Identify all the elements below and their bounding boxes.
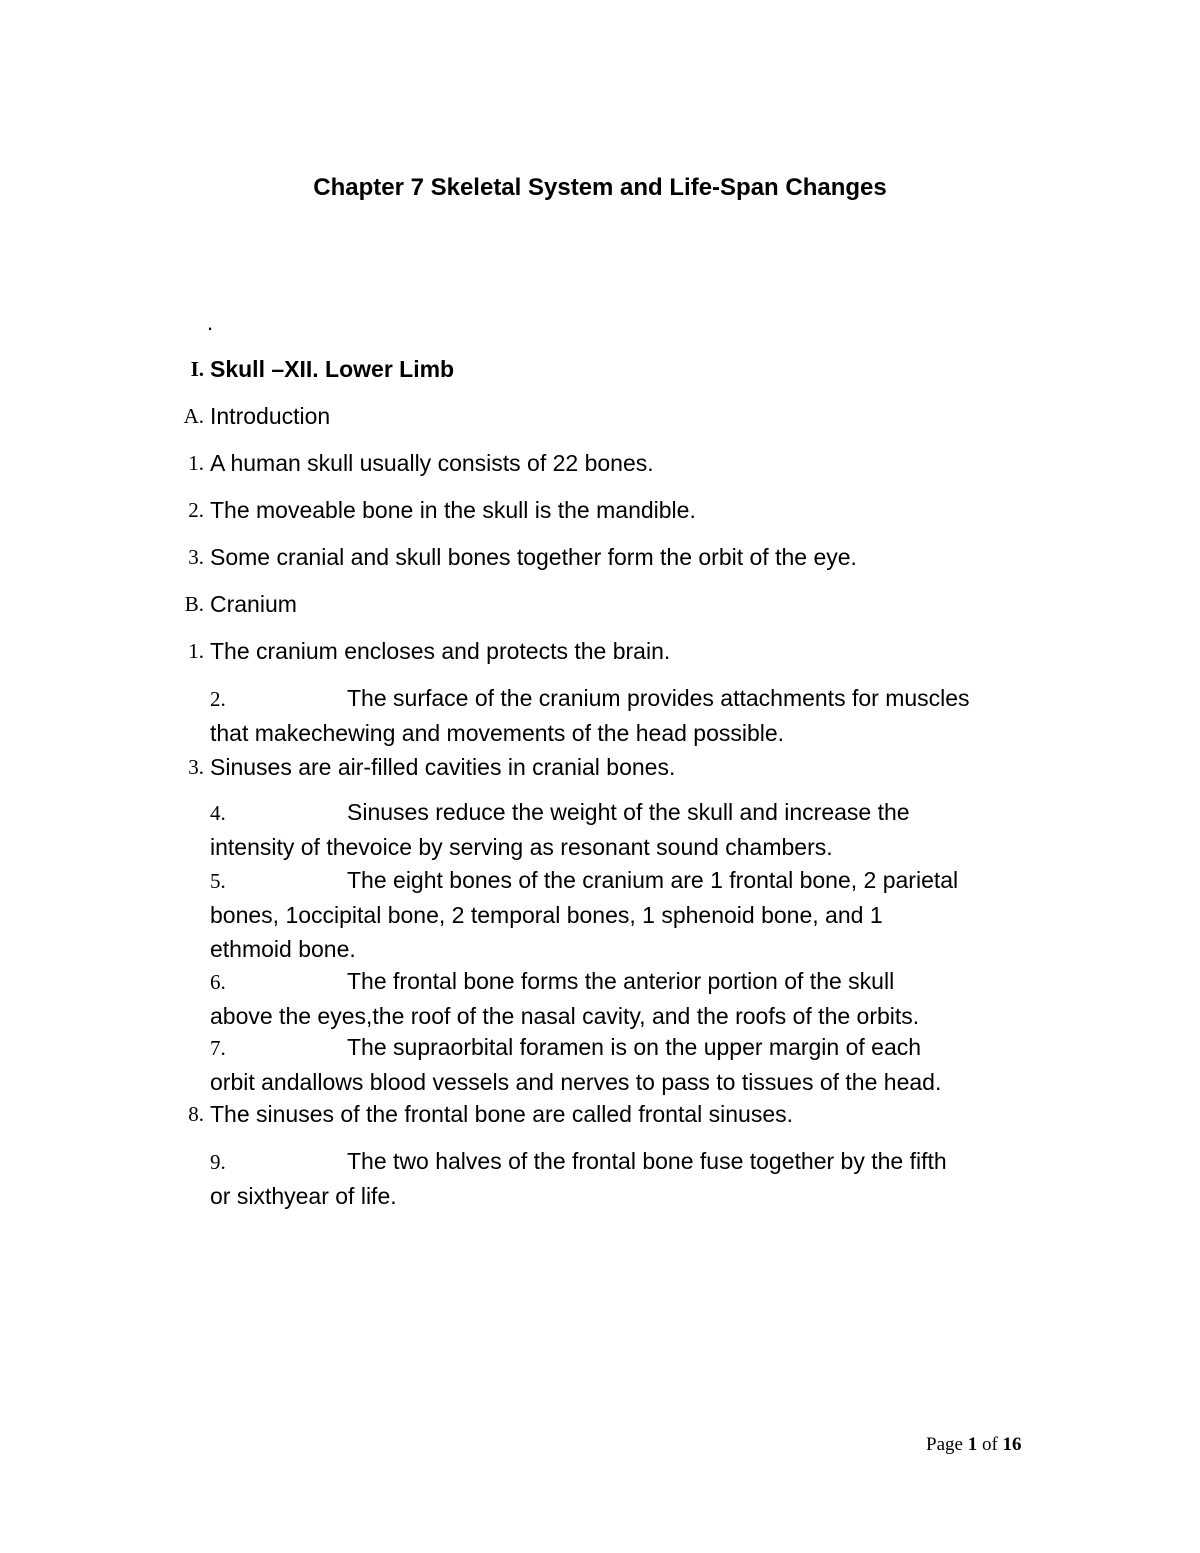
subsection-b <box>184 587 1040 621</box>
list-marker: 1. <box>188 639 204 663</box>
paragraph-line: ethmoid bone. <box>210 936 356 962</box>
list-item-text: The cranium encloses and protects the brain. <box>210 638 671 664</box>
chapter-title: Chapter 7 Skeletal System and Life-Span Changes <box>313 174 887 201</box>
section-heading-text: Skull –XII. Lower Limb <box>210 356 455 382</box>
paragraph-text: The two halves of the frontal bone fuse together by the fifth <box>347 1148 947 1174</box>
section-marker: I. <box>190 357 204 381</box>
current-page-number: 1 <box>967 1434 978 1455</box>
paragraph-text: The supraorbital foramen is on the upper margin of each <box>347 1034 922 1060</box>
list-marker: 5. <box>210 869 226 893</box>
page-number-footer <box>926 1433 1022 1457</box>
paragraph-line <box>210 1030 1040 1065</box>
paragraph-text: The frontal bone forms the anterior portion of the skull <box>347 968 895 994</box>
intro-item-2 <box>188 493 1040 527</box>
list-marker: 6. <box>210 970 226 994</box>
list-marker: 3. <box>188 755 204 779</box>
intro-item-1 <box>188 446 1040 480</box>
cranium-item-6 <box>210 964 1040 1033</box>
subsection-a-marker: A. <box>183 404 204 428</box>
subsection-a-text: Introduction <box>210 403 331 429</box>
list-item-text: Sinuses are air-filled cavities in cranial bones. <box>210 754 676 780</box>
cranium-item-3 <box>188 750 1040 784</box>
paragraph-text: The eight bones of the cranium are 1 frontal bone, 2 parietal <box>347 867 959 893</box>
cranium-item-2 <box>210 681 1040 750</box>
intro-item-3 <box>188 540 1040 574</box>
cranium-item-4 <box>210 795 1040 864</box>
subsection-b-text: Cranium <box>210 591 297 617</box>
paragraph-line <box>210 1144 1040 1179</box>
cranium-item-8 <box>188 1097 1040 1131</box>
paragraph-line <box>210 863 1040 898</box>
stray-dot: . <box>207 310 214 335</box>
list-marker: 1. <box>188 451 204 475</box>
list-marker: 2. <box>210 687 226 711</box>
paragraph-line: intensity of thevoice by serving as resonant sound chambers. <box>210 834 833 860</box>
total-page-count: 16 <box>1002 1434 1022 1455</box>
subsection-a <box>183 399 1040 433</box>
paragraph-text: The surface of the cranium provides attachments for muscles <box>347 685 970 711</box>
cranium-item-5 <box>210 863 1040 966</box>
of-word: of <box>981 1434 998 1455</box>
list-item-text: The sinuses of the frontal bone are called frontal sinuses. <box>210 1101 794 1127</box>
section-heading <box>190 352 1040 386</box>
list-marker: 9. <box>210 1150 226 1174</box>
cranium-item-1 <box>188 634 1040 668</box>
paragraph-line: above the eyes,the roof of the nasal cavity, and the roofs of the orbits. <box>210 1003 920 1029</box>
paragraph-line <box>210 795 1040 830</box>
list-marker: 3. <box>188 545 204 569</box>
cranium-item-7 <box>210 1030 1040 1099</box>
paragraph-line: that makechewing and movements of the head possible. <box>210 720 785 746</box>
list-item-text: A human skull usually consists of 22 bones. <box>210 450 654 476</box>
paragraph-line <box>210 681 1040 716</box>
paragraph-line: or sixthyear of life. <box>210 1183 397 1209</box>
list-marker: 8. <box>188 1102 204 1126</box>
paragraph-text: Sinuses reduce the weight of the skull and increase the <box>347 799 910 825</box>
list-marker: 2. <box>188 498 204 522</box>
paragraph-line: orbit andallows blood vessels and nerves to pass to tissues of the head. <box>210 1069 942 1095</box>
cranium-item-9 <box>210 1144 1040 1213</box>
list-marker: 4. <box>210 801 226 825</box>
list-item-text: Some cranial and skull bones together form the orbit of the eye. <box>210 544 857 570</box>
list-item-text: The moveable bone in the skull is the mandible. <box>210 497 696 523</box>
paragraph-line: bones, 1occipital bone, 2 temporal bones, 1 sphenoid bone, and 1 <box>210 902 883 928</box>
page-word: Page <box>926 1434 963 1455</box>
paragraph-line <box>210 964 1040 999</box>
subsection-b-marker: B. <box>184 592 204 616</box>
list-marker: 7. <box>210 1036 226 1060</box>
